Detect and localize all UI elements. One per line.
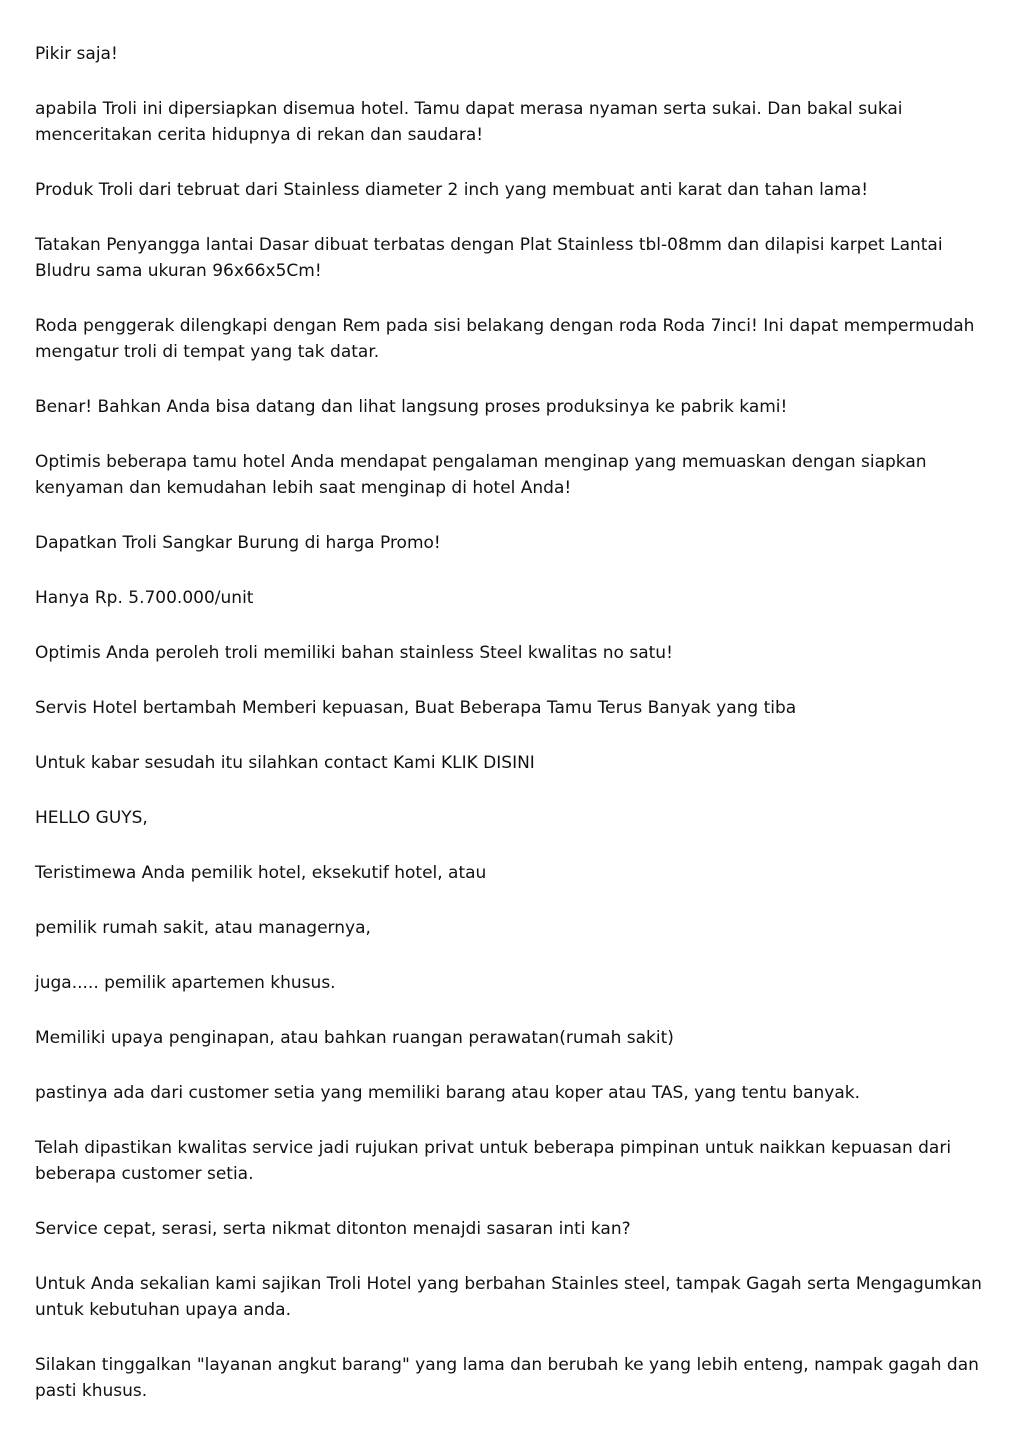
paragraph-greeting: HELLO GUYS, bbox=[35, 808, 148, 828]
paragraph-quality: Optimis Anda peroleh troli memiliki bahan stainless Steel kwalitas no satu! bbox=[35, 643, 673, 663]
paragraph-service-goal: Service cepat, serasi, serta nikmat ditonton menajdi sasaran inti kan? bbox=[35, 1219, 631, 1239]
paragraph-price: Hanya Rp. 5.700.000/unit bbox=[35, 588, 254, 608]
paragraph-base-plate: Tatakan Penyangga lantai Dasar dibuat terbatas dengan Plat Stainless tbl-08mm dan dilapisi karpet Lantai Bludru sama ukuran 96x66x5Cm! bbox=[35, 235, 943, 281]
paragraph-promo: Dapatkan Troli Sangkar Burung di harga Promo! bbox=[35, 533, 441, 553]
paragraph-intro: Pikir saja! bbox=[35, 44, 118, 64]
paragraph-stainless-material: Produk Troli dari tebruat dari Stainless diameter 2 inch yang membuat anti karat dan tahan lama! bbox=[35, 180, 869, 200]
paragraph-guest-experience: Optimis beberapa tamu hotel Anda mendapat pengalaman menginap yang memuaskan dengan siapkan kenyaman dan kemudahan lebih saat menginap di hotel Anda! bbox=[35, 452, 927, 498]
paragraph-apartment-owners: juga..... pemilik apartemen khusus. bbox=[35, 973, 336, 993]
paragraph-offer: Untuk Anda sekalian kami sajikan Troli Hotel yang berbahan Stainles steel, tampak Gagah serta Mengagumkan untuk kebutuhan upaya anda. bbox=[35, 1274, 982, 1320]
paragraph-hotel-owners: Teristimewa Anda pemilik hotel, eksekutif hotel, atau bbox=[35, 863, 487, 883]
paragraph-wheels: Roda penggerak dilengkapi dengan Rem pada sisi belakang dengan roda Roda 7inci! Ini dapat mempermudah mengatur troli di tempat yang tak datar. bbox=[35, 316, 975, 362]
paragraph-business: Memiliki upaya penginapan, atau bahkan ruangan perawatan(rumah sakit) bbox=[35, 1028, 674, 1048]
paragraph-hospital-owners: pemilik rumah sakit, atau managernya, bbox=[35, 918, 371, 938]
paragraph-switch: Silakan tinggalkan "layanan angkut barang" yang lama dan berubah ke yang lebih enteng, nampak gagah dan pasti khusus. bbox=[35, 1355, 979, 1401]
paragraph-service: Servis Hotel bertambah Memberi kepuasan, Buat Beberapa Tamu Terus Banyak yang tiba bbox=[35, 698, 797, 718]
paragraph-customers-luggage: pastinya ada dari customer setia yang memiliki barang atau koper atau TAS, yang tentu banyak. bbox=[35, 1083, 861, 1103]
paragraph-service-quality: Telah dipastikan kwalitas service jadi rujukan privat untuk beberapa pimpinan untuk naikkan kepuasan dari beberapa customer setia. bbox=[35, 1138, 952, 1184]
paragraph-factory-visit: Benar! Bahkan Anda bisa datang dan lihat langsung proses produksinya ke pabrik kami! bbox=[35, 397, 788, 417]
paragraph-contact: Untuk kabar sesudah itu silahkan contact Kami KLIK DISINI bbox=[35, 753, 535, 773]
paragraph-hotel-comfort: apabila Troli ini dipersiapkan disemua hotel. Tamu dapat merasa nyaman serta sukai. Dan bakal sukai menceritakan cerita hidupnya di rekan dan saudara! bbox=[35, 99, 903, 145]
